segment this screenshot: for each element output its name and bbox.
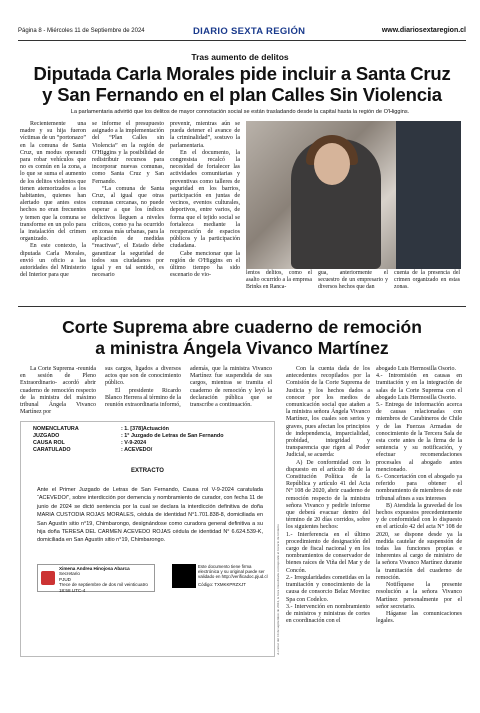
- article2-col4: [286, 366, 370, 625]
- article2-col5-p7: Háganse las comunicaciones legales.: [376, 610, 462, 625]
- photo-background: [396, 121, 461, 269]
- article1-col1-p1: Recientemente una madre y su hija fueron víctimas de un “portonazo” en la comuna de Santa Cruz, un modus operandi para robar vehículos que no es común en la zona, a lo que se suma el aumento de los delitos violentos que tienen atemorizados a los habitantes, quienes han alertado que antes estos hechos no eran frecuentes y temen que la comuna se transforme en un polo para la instalación del crimen organizado.: [20, 121, 86, 243]
- section-rule: [18, 306, 466, 307]
- article1-col3-p1: prevenir, mientras aún se pueda detener el avance de la criminalidad”, sostuvo la parlamentaria.: [170, 121, 240, 149]
- article2-col5-p3: 5.- Entrega de información acerca de causas relacionadas con miembros de Carabineros de Chile y de las Fuerzas Armadas de conocimiento de la Tercera Sala de esta corte antes de la firma de la sentencia y su notificación, y efectuar recomendaciones procesales al abogado antes mencionado.: [376, 402, 462, 473]
- signature-block: [37, 564, 155, 592]
- notice-meta-row: [33, 426, 263, 433]
- article2-col1-p1: La Corte Suprema -reunida en sesión de Pleno Extraordinario- acordó abrir cuaderno de remoción respecto de la ministra del máximo tribunal Ángela Vivanco Martínez por: [20, 366, 96, 416]
- article1-cont-col3: cuenta de la presencia del crimen organizado en estas zonas.: [394, 270, 460, 290]
- article2-col5-p6: Notifíquese la presente resolución a la señora Vivanco Martínez personalmente por el señor secretario.: [376, 582, 462, 610]
- article1-col3-p2: En el documento, la congresista recalcó la necesidad de fortalecer las actividades comunitarias y preventivas como talleres de seguridad en los barrios, participación en juntas de vecinos, eventos culturales, deportivos, entre varios, de forma que el tejido social se fortalezca mediante la recuperación de espacios públicos y la participación ciudadana.: [170, 149, 240, 250]
- article1-cont-col1: lentos delitos, como el asalto ocurrido a la empresa Brinks en Ranca-: [246, 270, 312, 290]
- article1-kicker: Tras aumento de delitos: [191, 52, 289, 62]
- article2-col2-p2: El presidente Ricardo Blanco Herrera al término de la reunión extraordinaria informó,: [105, 387, 181, 409]
- pdf-signature-icon: [41, 571, 55, 585]
- article1-headline-line2: y San Fernando en el plan Calles Sin Violencia: [42, 84, 442, 105]
- meta-key: NOMENCLATURA: [33, 426, 79, 432]
- notice-side-note: A contar del 14 de septiembre de 2024, la hora visualizada corresponde al horario de invierno: [276, 523, 280, 655]
- article2-col1: [20, 366, 96, 416]
- notice-body: Ante el Primer Juzgado de Letras de San Fernando, Causa rol V-9-2024 caratulada “ACEVEDO/”, sobre interdicción por demencia y nombramiento de curador, con fecha 11 de junio de 2024 se dictó sentencia por la cual se declara la interdicción definitiva de doña MARIA CUSTODIA ROJAS MORALES, cédula de identidad N°1.701.838-8, domiciliada en San Agustín sitio n°19, Chimbarongo, designándose como curadora general definitiva a su hija doña TERESA DEL CARMEN ACEVEDO ROJAS cédula de identidad N° 6.624.539-K, domiciliada en San Agustín sitio n°19, Chimbarongo.: [37, 487, 263, 544]
- article2-col2: [105, 366, 181, 409]
- meta-value: : 1° Juzgado de Letras de San Fernando: [121, 433, 224, 439]
- signer-court: PJUD: [59, 576, 71, 582]
- qr-note: [198, 564, 268, 587]
- article1-headline-line1: Diputada Carla Morales pide incluir a Santa Cruz: [33, 63, 451, 84]
- article2-col3-p1: además, que la ministra Vivanco Martínez fue suspendida de sus cargos, mientras se tramita el cuaderno de remoción y leyó la declaración pública que se transcribe a continuación.: [190, 366, 272, 409]
- article2-col5-p5: B) Atendida la gravedad de los hechos expuestos precedentemente y de conformidad con lo dispuesto en el artículo 42 del acta N° 108 de 2020, se dispone desde ya la medida cautelar de suspensión de todas las funciones propias e inherentes al cargo de ministro de la señora Vivanco Martínez durante la tramitación del cuaderno de remoción.: [376, 502, 462, 581]
- masthead: DIARIO SEXTA REGIÓN: [193, 26, 306, 37]
- article2-col5-p4: 6.- Concertación con el abogado ya referido para obtener el nombramiento de miembros de este tribunal afines a sus intereses: [376, 474, 462, 502]
- meta-key: CAUSA ROL: [33, 440, 65, 446]
- article1-col2-p2: “La comuna de Santa Cruz, al igual que otras comunas cercanas, no puede esperar a que los índices delictivos lleguen a niveles críticos, como ya ha ocurrido en zonas más urbanas, para la aplicación de medidas “reactivas”, el Estado debe garantizar la seguridad de todos sus ciudadanos por igual y en tal sentido, es necesario: [92, 185, 164, 279]
- article2-col5: [376, 366, 462, 625]
- article1-col1: [20, 121, 86, 279]
- article1-headline: [18, 63, 466, 105]
- legal-notice: [20, 421, 275, 657]
- meta-key: CARATULADO: [33, 447, 71, 453]
- article2-col5-p2: 4.- Intromisión en causas en tramitación y en la integración de salas de la Corte Suprema con el abogado Luis Hermosilla Osorio.: [376, 373, 462, 401]
- meta-value: : V-9-2024: [121, 440, 147, 446]
- header-rule: [18, 40, 466, 41]
- article2-col2-p1: sus cargos, ligados a diversos actos que son de conocimiento público.: [105, 366, 181, 387]
- article1-col1-p2: En este contexto, la diputada Carla Morales, envió un oficio a las autoridades del Ministerio del Interior para que: [20, 243, 86, 279]
- article2-headline-line1: Corte Suprema abre cuaderno de remoción: [62, 317, 422, 337]
- article2-col4-p3: 1.- Interferencia en el último procedimiento de designación del cargo de fiscal nacional y en los nombramientos de conservador de bienes raíces de Viña del Mar y de Concón.: [286, 531, 370, 574]
- article1-cont-col2: gua, anteriormente el secuestro de un empresario y diversos hechos que dan: [318, 270, 388, 290]
- signer-name: Ximena Andrea Hinojosa Abarca: [59, 566, 130, 571]
- article2-col4-p4: 2.- Irregularidades cometidas en la tramitación y conocimiento de la causa de consorcio Belaz Movitec Spa con Codelco.: [286, 574, 370, 603]
- article1-col2-p1: se informe el presupuesto asignado a la implementación del “Plan Calles sin Violencia” en la región de O'Higgins y la posibilidad de redistribuir recursos para incorporar nuevas comunas, como Santa Cruz y San Fernando.: [92, 121, 164, 185]
- page-info: Página 8 - Miércoles 11 de Septiembre de 2024: [18, 28, 145, 34]
- notice-meta-row: [33, 447, 263, 454]
- article1-col3: [170, 121, 240, 279]
- article2-headline-line2: a ministra Ángela Vivanco Martínez: [95, 338, 389, 358]
- article1-col2: [92, 121, 164, 279]
- notice-meta: [33, 426, 263, 454]
- notice-title: EXTRACTO: [131, 468, 164, 474]
- article2-col3: [190, 366, 272, 409]
- notice-meta-row: [33, 433, 263, 440]
- page-header: [18, 26, 466, 38]
- meta-value: : 1. [378]Actuación: [121, 426, 169, 432]
- article2-col4-p2: A) De conformidad con lo dispuesto en el artículo 80 de la Constitución Política de la República y artículo 41 del Acta N° 108 de 2020, abrir cuaderno de remoción respecto de la ministra señora Vivanco y pedirle informe que deberá evacuar dentro del término de 20 días corridos, sobre los siguientes hechos:: [286, 459, 370, 531]
- signer-role: Secretario: [59, 571, 80, 577]
- article2-col4-p5: 3.- Intervención en nombramiento de ministros y ministras de cortes en coordinación con el: [286, 603, 370, 625]
- signer-date: Trece de septiembre de dos mil veinticuatro: [59, 582, 148, 588]
- notice-meta-row: [33, 440, 263, 447]
- article2-col4-p1: Con la cuenta dada de los antecedentes recopilados por la Comisión de la Corte Suprema de Justicia y los hechos dados a conocer por los medios de comunicación social que atañen a la ministra señora Ángela Vivanco Martínez, los cuales son serios y graves, pues afectan los principios de independencia, imparcialidad, probidad, integridad y transparencia que rigen al Poder Judicial, se acuerda:: [286, 366, 370, 459]
- article1-col3-p3: Cabe mencionar que la región de O'Higgins en el último tiempo ha sido escenario de vio-: [170, 250, 240, 279]
- website-link[interactable]: www.diariosextaregion.cl: [381, 27, 466, 34]
- article1-subhead: La parlamentaria advirtió que los delitos de mayor connotación social se están trasladando desde la capital hasta la región de O'Higgins.: [70, 109, 410, 115]
- article1-photo: [246, 121, 461, 269]
- qr-code-text: Código: TXMKKPRZXJT: [198, 581, 246, 587]
- photo-face: [314, 143, 350, 185]
- qr-note-text[interactable]: Este documento tiene firma electrónica y su original puede ser validado en http://verificadoc.pjud.cl: [198, 564, 268, 580]
- article2-col5-p1: abogado Luis Hermosilla Osorio.: [376, 366, 456, 372]
- signer-time: 18:58 UTC-4: [59, 587, 86, 593]
- qr-code-icon: [172, 564, 196, 588]
- meta-key: JUZGADO: [33, 433, 60, 439]
- meta-value: : ACEVEDO/: [121, 447, 153, 453]
- signature-text: [59, 566, 151, 593]
- article2-headline: [18, 317, 466, 359]
